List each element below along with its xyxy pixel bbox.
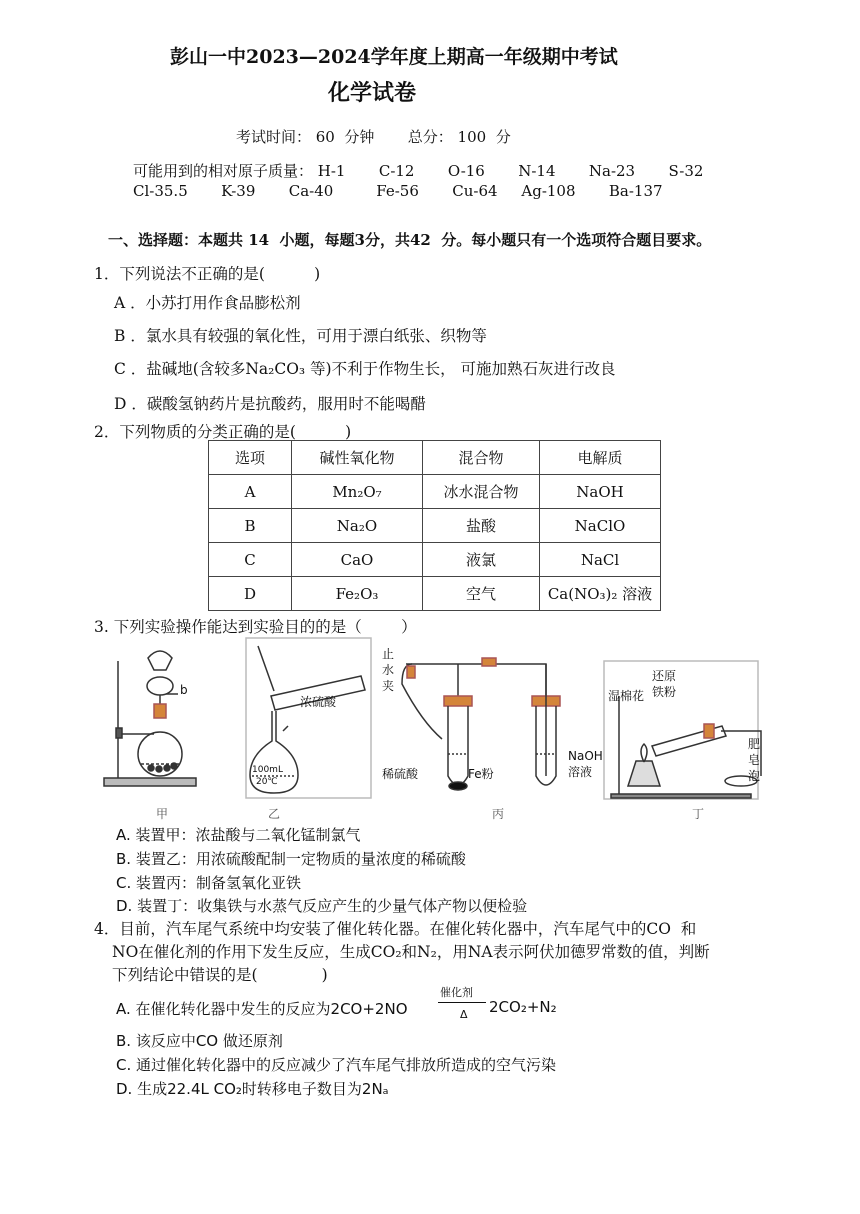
table-cell: 盐酸 (423, 509, 540, 543)
catalyst-label: 催化剂 (440, 986, 473, 999)
label-jia: 甲 (156, 807, 169, 821)
q3-option-a: A. 装置甲：浓盐酸与二氧化锰制氯气 (116, 826, 361, 844)
table-header-cell: 混合物 (423, 441, 540, 475)
table-cell: NaCl (540, 543, 661, 577)
label-ding: 丁 (692, 807, 705, 821)
apparatus-ding (604, 661, 761, 799)
atomic-mass-line-2: Cl-35.5 K-39 Ca-40 Fe-56 Cu-64 Ag-108 Ba-137 (133, 182, 663, 200)
label-feizaopao: 肥皂泡 (748, 737, 761, 783)
apparatus-jia (104, 651, 196, 786)
q3-stem: 3. 下列实验操作能达到实验目的的是（ ） (94, 618, 417, 636)
table-cell: Na₂O (292, 509, 423, 543)
table-cell: A (209, 475, 292, 509)
q2-stem: 2．下列物质的分类正确的是( ) (94, 423, 352, 441)
table-header-cell: 选项 (209, 441, 292, 475)
table-cell: B (209, 509, 292, 543)
label-bing: 丙 (492, 807, 505, 821)
label-xiliusuan: 稀硫酸 (382, 767, 419, 781)
table-row (209, 577, 661, 611)
q4-option-d: D. 生成22.4L CO₂时转移电子数目为2Nₐ (116, 1080, 389, 1098)
q1-stem: 1．下列说法不正确的是( ) (94, 265, 321, 283)
label-yi: 乙 (268, 807, 281, 821)
q4-stem-line-2: NO在催化剂的作用下发生反应，生成CO₂和N₂，用NA表示阿伏加德罗常数的值，判断 (112, 943, 710, 961)
table-row (209, 475, 661, 509)
table-row (209, 509, 661, 543)
apparatus-figure (96, 636, 776, 824)
q3-option-c: C. 装置丙：制备氢氧化亚铁 (116, 874, 302, 892)
q4-option-c: C. 通过催化转化器中的反应减少了汽车尾气排放所造成的空气污染 (116, 1056, 557, 1074)
exam-title: 彭山一中2023—2024学年度上期高一年级期中考试 (170, 46, 618, 68)
table-cell: 冰水混合物 (423, 475, 540, 509)
section-one-heading: 一、选择题：本题共 14 小题，每题3分，共42 分。每小题只有一个选项符合题目要求。 (108, 231, 712, 249)
atomic-mass-line-1: 可能用到的相对原子质量： H-1 C-12 O-16 N-14 Na-23 S-32 (133, 162, 704, 180)
exam-time-line: 考试时间： 60 分钟 总分： 100 分 (236, 128, 511, 146)
table-header-cell: 电解质 (540, 441, 661, 475)
exam-subtitle: 化学试卷 (328, 80, 417, 106)
label-b: b (180, 683, 188, 697)
q1-option-d: D ．碳酸氢钠药片是抗酸药，服用时不能喝醋 (114, 395, 426, 413)
q1-option-a: A ．小苏打用作食品膨松剂 (114, 294, 301, 312)
table-cell: NaClO (540, 509, 661, 543)
table-cell: 空气 (423, 577, 540, 611)
label-naoh: NaOH (568, 749, 603, 763)
table-cell: Mn₂O₇ (292, 475, 423, 509)
q4-option-a-products: 2CO₂+N₂ (489, 998, 557, 1016)
label-flask: 100mL (252, 765, 283, 775)
table-cell: CaO (292, 543, 423, 577)
reaction-arrow-line (438, 1002, 486, 1003)
table-cell: C (209, 543, 292, 577)
label-temp: 20℃ (256, 777, 278, 787)
table-cell: Fe₂O₃ (292, 577, 423, 611)
label-fefen: Fe粉 (468, 767, 494, 781)
heat-label: Δ (460, 1008, 468, 1021)
q3-option-d: D. 装置丁：收集铁与水蒸气反应产生的少量气体产物以便检验 (116, 897, 528, 915)
table-header-row (209, 441, 661, 475)
table-cell: NaOH (540, 475, 661, 509)
table-cell: Ca(NO₃)₂ 溶液 (540, 577, 661, 611)
table-row (209, 543, 661, 577)
label-zhishuijia: 止水夹 (382, 647, 395, 693)
label-rongye: 溶液 (568, 765, 593, 779)
q4-option-b: B. 该反应中CO 做还原剂 (116, 1032, 283, 1050)
q3-option-b: B. 装置乙：用浓硫酸配制一定物质的量浓度的稀硫酸 (116, 850, 466, 868)
table-cell: 液氯 (423, 543, 540, 577)
label-nongliusuan: 浓硫酸 (300, 695, 337, 709)
q1-option-b: B ．氯水具有较强的氧化性，可用于漂白纸张、织物等 (114, 327, 487, 345)
q4-option-a-prefix: A. 在催化转化器中发生的反应为2CO+2NO (116, 1000, 408, 1018)
table-header-cell: 碱性氧化物 (292, 441, 423, 475)
q4-stem-line-1: 4．目前，汽车尾气系统中均安装了催化转化器。在催化转化器中，汽车尾气中的CO 和 (94, 920, 697, 938)
classification-table (208, 440, 661, 611)
label-shimianhua: 湿棉花 (608, 689, 645, 703)
q1-option-c: C ．盐碱地(含较多Na₂CO₃ 等)不利于作物生长， 可施加熟石灰进行改良 (114, 360, 616, 378)
label-huanyuan: 还原铁粉 (652, 669, 677, 699)
q4-stem-line-3: 下列结论中错误的是( ) (112, 966, 328, 984)
table-cell: D (209, 577, 292, 611)
